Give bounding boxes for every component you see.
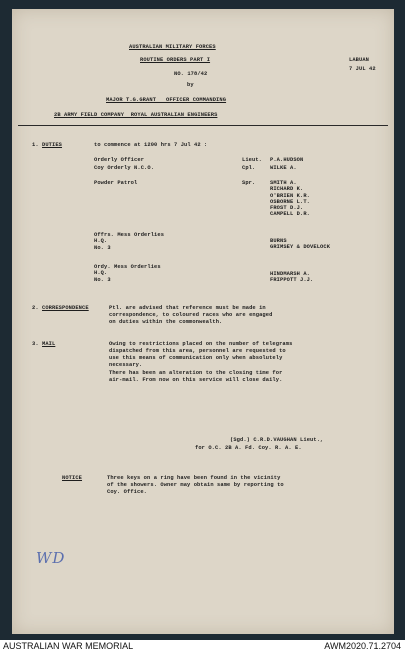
duty-names: BURNS GRIMSEY & DOVELOCK	[270, 238, 331, 251]
signature-for-line: for O.C. 2B A. Fd. Coy. R. A. E.	[195, 445, 302, 451]
notice-line: Coy. Office.	[107, 489, 148, 495]
location-text: LABUAN	[349, 57, 370, 63]
duty-role: Offrs. Mess Orderlies H.Q. No. 3	[94, 232, 165, 251]
paragraph-line: Ptl. are advised that reference must be made in	[109, 305, 266, 311]
paragraph-line: air-mail. From now on this service will close daily.	[109, 377, 283, 383]
by-text: by	[187, 82, 194, 88]
notice-line: Three keys on a ring have been found in the vicinity	[107, 475, 281, 481]
section-1-title: DUTIES	[42, 142, 63, 148]
section-3-number: 3.	[32, 341, 39, 347]
duty-names: WILKE A.	[270, 165, 297, 171]
paragraph-line: Owing to restrictions placed on the number of telegrams	[109, 341, 293, 347]
date-text: 7 JUL 42	[349, 66, 376, 72]
heading-routine-orders: ROUTINE ORDERS PART I	[140, 57, 211, 63]
notice-title: NOTICE	[62, 475, 83, 481]
paragraph-line: on duties within the commonwealth.	[109, 319, 223, 325]
paragraph-line: use this means of communication only when absolutely	[109, 355, 283, 361]
duty-rank: Cpl.	[242, 165, 256, 171]
duty-role: Ordy. Mess Orderlies H.Q. No. 3	[94, 264, 161, 283]
footer-institution: AUSTRALIAN WAR MEMORIAL	[3, 641, 134, 651]
duty-names: P.A.HUDSON	[270, 157, 304, 163]
unit-line: 2B ARMY FIELD COMPANY ROYAL AUSTRALIAN ENGINEERS	[54, 112, 218, 118]
heading-unit-forces: AUSTRALIAN MILITARY FORCES	[129, 44, 216, 50]
archive-footer	[0, 640, 405, 653]
document-page	[12, 9, 394, 634]
paragraph-line: There has been an alteration to the closing time for	[109, 370, 283, 376]
footer-catalogue-id: AWM2020.71.2704	[324, 641, 401, 651]
duty-rank: Lieut.	[242, 157, 263, 163]
signature-line: (Sgd.) C.R.D.VAUGHAN Lieut.,	[230, 437, 324, 443]
notice-line: of the showers. Owner may obtain same by reporting to	[107, 482, 284, 488]
duty-names: HINDMARSH A. FRIPPOTT J.J.	[270, 271, 314, 284]
paragraph-line: dispatched from this area, personnel are requested to	[109, 348, 286, 354]
duty-role: Powder Patrol	[94, 180, 138, 186]
section-3-title: MAIL	[42, 341, 56, 347]
section-1-number: 1.	[32, 142, 39, 148]
duty-names: SMITH A. RICHARD K. O'BRIEN K.R. OSBORNE L.T. FROST D.J. CAMPELL D.R.	[270, 180, 311, 218]
duty-role: Orderly Officer	[94, 157, 145, 163]
commander-line: MAJOR T.G.GRANT OFFICER COMMANDING	[106, 97, 227, 103]
duty-role: Coy Orderly N.C.O.	[94, 165, 155, 171]
order-number: NO. 178/42	[174, 71, 208, 77]
duty-rank: Spr.	[242, 180, 256, 186]
section-1-intro: to commence at 1200 hrs 7 Jul 42 :	[94, 142, 208, 148]
paragraph-line: necessary.	[109, 362, 143, 368]
header-rule	[18, 125, 388, 126]
handwritten-annotation: WD	[36, 549, 66, 567]
section-2-title: CORRESPONDENCE	[42, 305, 89, 311]
section-2-number: 2.	[32, 305, 39, 311]
paragraph-line: correspondence, to coloured races who are engaged	[109, 312, 273, 318]
